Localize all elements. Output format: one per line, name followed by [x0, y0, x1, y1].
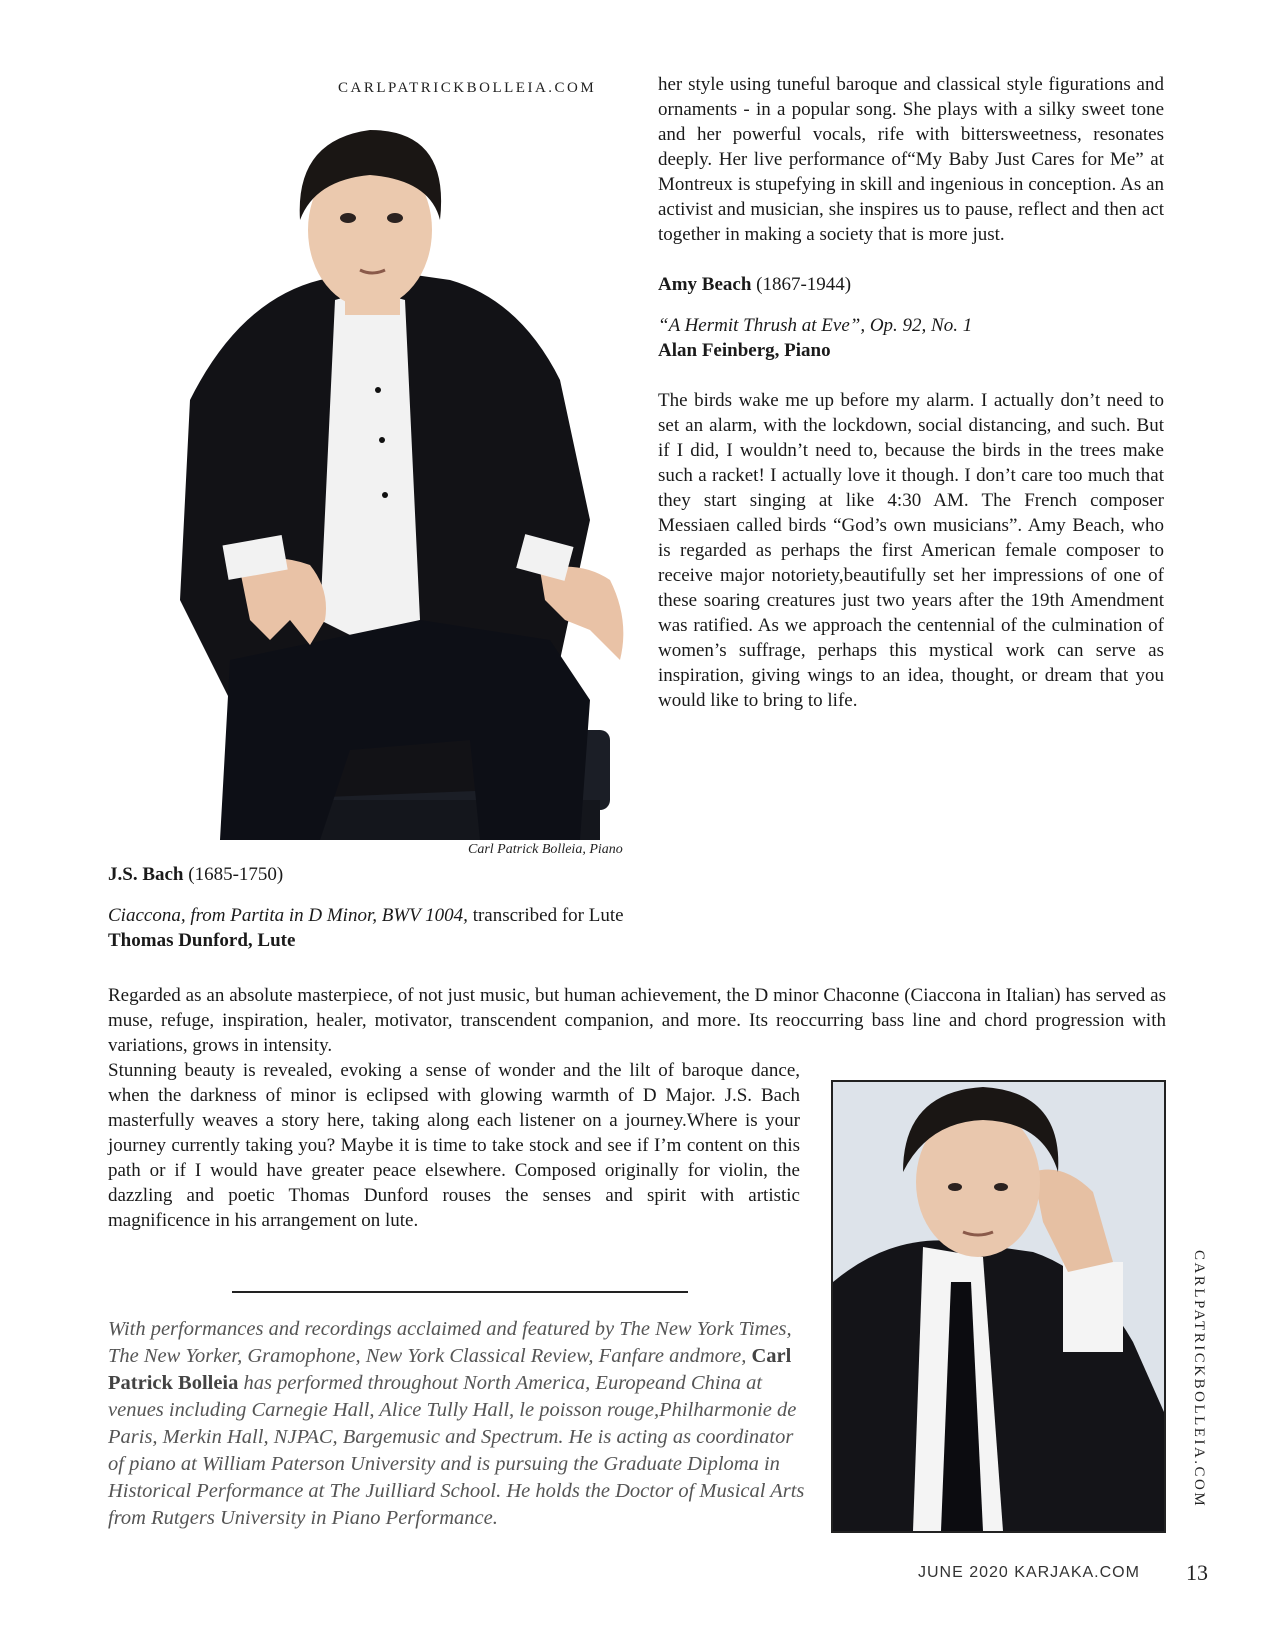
beach-paragraph: The birds wake me up before my alarm. I actually don’t need to set an alarm, with the lockdown, social distancing, and such. But if I did, I wouldn’t need to, because the birds in the trees make such a racket! I actually love it though. I don’t care too much that they start singing at like 4:30 AM. The French composer Messiaen called birds “God’s own musicians”. Amy Beach, who is regarded as perhaps the first American female composer to receive major notoriety,beautifully set her impressions of one of these soaring creatures just two years after the 19th Amendment was ratified. As we approach the centennial of the culmination of women’s suffrage, perhaps this mystical work can serve as inspiration, giving wings to an idea, thought, or dream that you would like to bring to life. — [658, 390, 1164, 711]
bach-work-title: Ciaccona, from Partita in D Minor, BWV 1004, — [108, 905, 468, 926]
beach-performer: Alan Feinberg, Piano — [658, 340, 831, 361]
bach-heading-block — [108, 862, 1166, 953]
bach-performer: Thomas Dunford, Lute — [108, 930, 296, 951]
bio-rest: has performed throughout North America, Europeand China at venues including Carnegie Hall, Alice Tully Hall, le poisson rouge,Philharmonie de Paris, Merkin Hall, NJPAC, Bargemusic and Spectrum. He is acting as coordinator of piano at William Paterson University and is pursuing the Graduate Diploma in Historical Performance at The Juilliard School. He holds the Doctor of Musical Arts from Rutgers University in Piano Performance. — [108, 1372, 805, 1529]
page-number: 13 — [1186, 1560, 1208, 1585]
bach-years: (1685-1750) — [188, 864, 284, 885]
beach-years: (1867-1944) — [756, 274, 852, 295]
artist-bio — [108, 1316, 808, 1532]
bach-heading — [108, 862, 1166, 887]
bio-name: Carl Patrick Bolleia — [108, 1345, 792, 1394]
bach-paragraph-1: Regarded as an absolute masterpiece, of not just music, but human achievement, the D minor Chaconne (Ciaccona in Italian) has served as muse, refuge, inspiration, healer, motivator, transcendent companion, and more. Its reoccurring bass line and chord progression with variations, grows in intensity. — [108, 985, 1166, 1056]
bio-intro: With performances and recordings acclaimed and featured by The New York Times, The New Yorker, Gramophone, New York Classical Review, Fanfare andmore, — [108, 1318, 792, 1367]
right-column — [658, 72, 1164, 713]
bach-paragraph-2: Stunning beauty is revealed, evoking a sense of wonder and the lilt of baroque dance, when the darkness of minor is eclipsed with glowing warmth of D Major. J.S. Bach masterfully weaves a story here, taking along each listener on a journey.Where is your journey currently taking you? Maybe it is time to take stock and see if I’m content on this path or if I would have greater peace elsewhere. Composed originally for violin, the dazzling and poetic Thomas Dunford rouses the senses and spirit with artistic magnificence in his arrangement on lute. — [108, 1060, 800, 1231]
section-divider — [232, 1291, 688, 1293]
photo-caption: Carl Patrick Bolleia, Piano — [468, 842, 623, 857]
pianist-illustration — [120, 100, 660, 840]
bach-composer: J.S. Bach — [108, 864, 184, 885]
beach-work-title: “A Hermit Thrush at Eve”, Op. 92, No. 1 — [658, 315, 973, 336]
bach-work — [108, 903, 1166, 928]
portrait-photo — [831, 1080, 1166, 1533]
beach-composer: Amy Beach — [658, 274, 752, 295]
bach-work-suffix: transcribed for Lute — [467, 905, 624, 926]
beach-heading — [658, 272, 1164, 297]
side-site-url: CARLPATRICKBOLLEIA.COM — [1191, 1250, 1207, 1509]
footer-issue: JUNE 2020 KARJAKA.COM — [918, 1564, 1140, 1581]
pianist-photo — [120, 100, 660, 840]
continued-paragraph: her style using tuneful baroque and classical style figurations and ornaments - in a popular song. She plays with a silky sweet tone and her powerful vocals, rife with bittersweetness, resonates deeply. Her live performance of“My Baby Just Cares for Me” at Montreux is stupefying in skill and ingenious in conception. As an activist and musician, she inspires us to pause, reflect and then act together in making a society that is more just. — [658, 74, 1164, 245]
portrait-illustration — [833, 1082, 1164, 1531]
header-site-url: CARLPATRICKBOLLEIA.COM — [338, 80, 597, 96]
